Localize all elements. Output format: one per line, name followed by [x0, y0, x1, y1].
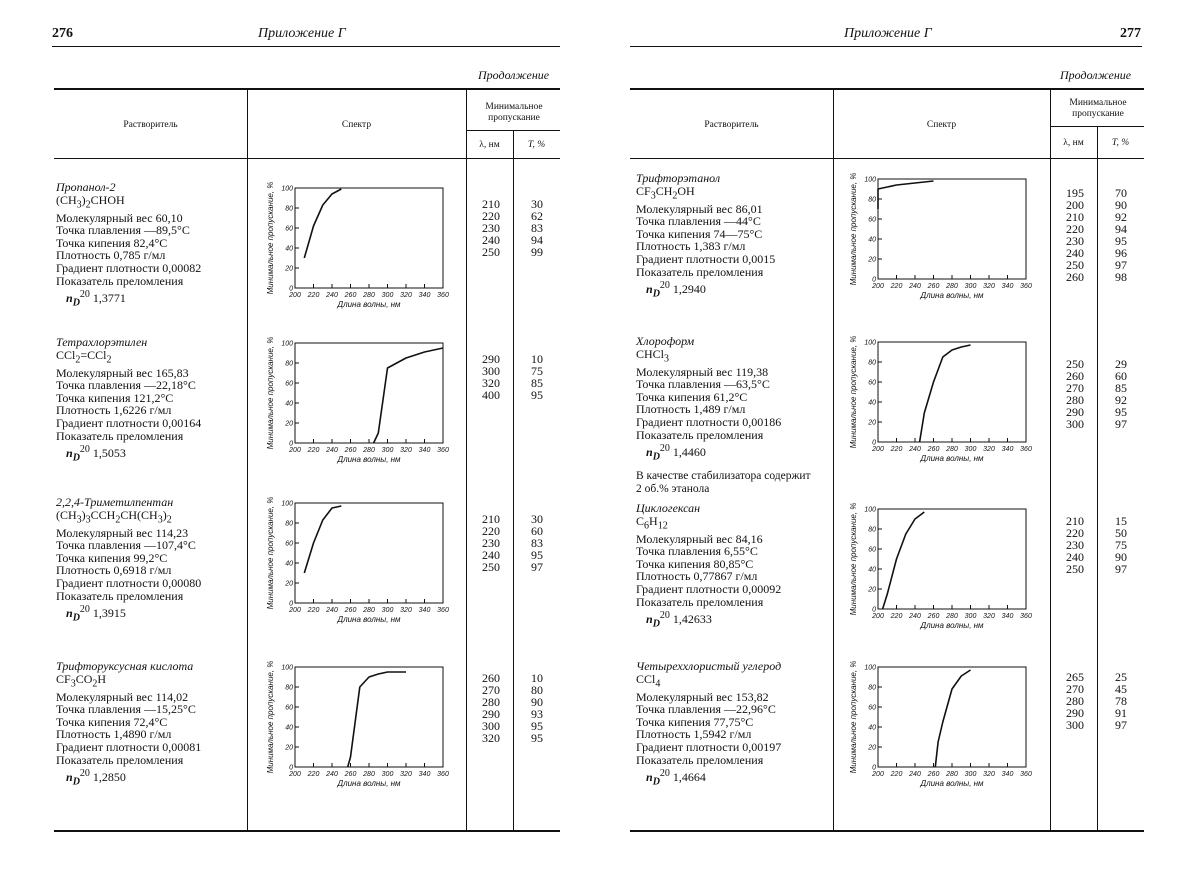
- x-tick-label: 260: [344, 607, 357, 614]
- x-tick-label: 340: [1001, 613, 1014, 620]
- x-axis-label: Длина волны, нм: [920, 621, 984, 630]
- y-tick-label: 20: [285, 580, 293, 588]
- solvent-formula: CCl$_4$: [636, 671, 661, 689]
- spectrum-chart: [848, 173, 1038, 309]
- y-tick-label: 80: [285, 360, 293, 368]
- x-axis-label: Длина волны, нм: [337, 615, 401, 624]
- x-tick-label: 340: [1001, 283, 1014, 290]
- refractive-index: $n_D^{20}$ 1,2850: [66, 768, 126, 788]
- spectrum-chart: [848, 661, 1038, 797]
- x-tick-label: 240: [909, 771, 921, 778]
- solvent-name: Тетрахлорэтилен: [56, 335, 148, 349]
- lambda-values: 210 220 230 240 250: [482, 512, 500, 574]
- x-tick-label: 220: [890, 613, 903, 620]
- x-tick-label: 280: [363, 447, 375, 454]
- header-rule: [54, 158, 560, 159]
- y-tick-label: 40: [868, 566, 876, 574]
- t-values: 30 62 83 94 99: [531, 197, 543, 259]
- y-tick-label: 80: [285, 520, 293, 528]
- column-divider: [247, 90, 248, 830]
- solvent-formula: $(CH_3)_2CHOH$: [56, 192, 125, 210]
- x-tick-label: 220: [307, 447, 320, 454]
- boiling-point: Точка кипения 121,2°C: [56, 390, 174, 405]
- solvent-formula: CHCl$_3$: [636, 346, 670, 364]
- y-tick-label: 100: [864, 176, 876, 184]
- y-tick-label: 60: [285, 225, 293, 233]
- transmission-curve: [878, 181, 934, 209]
- x-tick-label: 300: [381, 292, 394, 299]
- y-axis-label: Минимальное пропускание, %: [849, 660, 858, 774]
- x-tick-label: 200: [289, 607, 301, 614]
- stabilizer-note: В качестве стабилизатора содержит 2 об.% этанола: [636, 470, 811, 496]
- y-tick-label: 20: [868, 586, 876, 594]
- y-tick-label: 0: [289, 440, 293, 448]
- refractive-index: $n_D^{20}$ 1,4460: [646, 443, 706, 463]
- y-tick-label: 80: [868, 359, 876, 367]
- x-axis-label: Длина волны, нм: [337, 300, 401, 309]
- x-tick-label: 280: [363, 607, 375, 614]
- spectrum-chart: [265, 337, 455, 473]
- plot-frame: [878, 179, 1026, 279]
- spectrum-chart: [848, 336, 1038, 472]
- y-tick-label: 40: [868, 399, 876, 407]
- x-tick-label: 300: [964, 446, 977, 453]
- lambda-values: 260 270 280 290 300 320: [482, 671, 500, 745]
- solvent-entry: [636, 335, 812, 496]
- header-min-transmission: Минимальное пропускание: [1069, 98, 1127, 119]
- header-t: T, %: [1111, 138, 1130, 148]
- x-axis-label: Длина волны, нм: [920, 291, 984, 300]
- refractive-index: $n_D^{20}$ 1,3915: [66, 604, 126, 624]
- y-tick-label: 100: [864, 506, 876, 514]
- x-tick-label: 260: [927, 283, 940, 290]
- header-t: T, %: [527, 140, 546, 150]
- x-tick-label: 360: [1020, 283, 1032, 290]
- spectrum-chart: [265, 182, 455, 318]
- transmission-curve: [348, 672, 406, 767]
- x-axis-label: Длина волны, нм: [337, 779, 401, 788]
- refractive-index: $n_D^{20}$ 1,42633: [646, 610, 712, 630]
- melting-point: Точка плавления —15,25°C: [56, 702, 196, 717]
- x-tick-label: 340: [418, 771, 431, 778]
- y-tick-label: 80: [868, 684, 876, 692]
- density-gradient: Градиент плотности 0,0015: [636, 251, 776, 266]
- molecular-weight: Молекулярный вес 86,01: [636, 201, 763, 216]
- y-tick-label: 60: [868, 216, 876, 224]
- y-tick-label: 0: [872, 606, 876, 614]
- x-tick-label: 220: [307, 771, 320, 778]
- continuation-label: Продолжение: [478, 68, 550, 82]
- y-tick-label: 60: [285, 540, 293, 548]
- column-divider: [466, 90, 467, 830]
- x-tick-label: 360: [437, 292, 449, 299]
- boiling-point: Точка кипения 61,2°C: [636, 389, 748, 404]
- x-tick-label: 260: [927, 613, 940, 620]
- y-tick-label: 0: [289, 285, 293, 293]
- x-tick-label: 260: [344, 771, 357, 778]
- t-values: 15 50 75 90 97: [1115, 514, 1127, 576]
- y-tick-label: 100: [864, 339, 876, 347]
- solvent-name: Пропанол-2: [56, 180, 116, 194]
- plot-frame: [295, 667, 443, 767]
- header-spectrum: Спектр: [926, 120, 957, 130]
- transmission-curve: [920, 345, 971, 442]
- density: Плотность 0,785 г/мл: [56, 248, 166, 263]
- y-tick-label: 40: [285, 400, 293, 408]
- density-gradient: Градиент плотности 0,00186: [636, 414, 782, 429]
- x-tick-label: 260: [927, 446, 940, 453]
- y-tick-label: 20: [285, 265, 293, 273]
- x-tick-label: 200: [289, 292, 301, 299]
- plot-frame: [295, 188, 443, 288]
- density: Плотность 0,6918 г/мл: [56, 563, 172, 578]
- solvent-name: Трифторэтанол: [636, 171, 721, 185]
- spectrum-chart: [265, 661, 455, 797]
- y-tick-label: 60: [285, 380, 293, 388]
- lambda-values: 210 220 230 240 250: [1066, 514, 1084, 576]
- header-rule: [630, 158, 1144, 159]
- right-page: [600, 0, 1200, 892]
- boiling-point: Точка кипения 77,75°C: [636, 714, 754, 729]
- x-tick-label: 240: [326, 292, 338, 299]
- y-axis-label: Минимальное пропускание, %: [849, 502, 858, 616]
- x-tick-label: 320: [400, 292, 412, 299]
- header-min-transmission: Минимальное пропускание: [485, 102, 543, 123]
- molecular-weight: Молекулярный вес 114,23: [56, 525, 189, 540]
- lambda-values: 265 270 280 290 300: [1066, 670, 1084, 732]
- melting-point: Точка плавления —89,5°C: [56, 223, 190, 238]
- molecular-weight: Молекулярный вес 84,16: [636, 531, 763, 546]
- y-tick-label: 80: [285, 684, 293, 692]
- density: Плотность 1,383 г/мл: [636, 239, 746, 254]
- header-rule: [630, 46, 1142, 47]
- x-tick-label: 280: [946, 771, 958, 778]
- y-axis-label: Минимальное пропускание, %: [849, 335, 858, 449]
- molecular-weight: Молекулярный вес 119,38: [636, 364, 769, 379]
- refractive-index: $n_D^{20}$ 1,2940: [646, 280, 706, 300]
- x-tick-label: 200: [289, 771, 301, 778]
- spectrum-chart: [265, 497, 455, 633]
- y-tick-label: 20: [868, 256, 876, 264]
- x-tick-label: 300: [964, 283, 977, 290]
- transmission-curve: [304, 506, 341, 573]
- header-rule: [52, 46, 560, 47]
- solvent-formula: $CF_3CO_2H$: [56, 671, 107, 689]
- melting-point: Точка плавления —22,18°C: [56, 378, 196, 393]
- y-tick-label: 60: [868, 546, 876, 554]
- x-tick-label: 340: [418, 292, 431, 299]
- lambda-values: 210 220 230 240 250: [482, 197, 500, 259]
- x-tick-label: 240: [909, 613, 921, 620]
- y-tick-label: 0: [289, 600, 293, 608]
- refractive-index: $n_D^{20}$ 1,3771: [66, 289, 126, 309]
- x-tick-label: 360: [437, 447, 449, 454]
- refractive-index: $n_D^{20}$ 1,4664: [646, 768, 706, 788]
- t-values: 29 60 85 92 95 97: [1115, 357, 1127, 431]
- header-spectrum: Спектр: [341, 120, 372, 130]
- x-tick-label: 240: [909, 283, 921, 290]
- x-tick-label: 280: [946, 446, 958, 453]
- t-values: 10 80 90 93 95 95: [531, 671, 543, 745]
- x-tick-label: 260: [344, 292, 357, 299]
- melting-point: Точка плавления —107,4°C: [56, 538, 196, 553]
- lambda-values: 195 200 210 220 230 240 250 260: [1066, 186, 1084, 284]
- y-tick-label: 40: [285, 245, 293, 253]
- page-number: 277: [1120, 26, 1141, 41]
- y-tick-label: 0: [872, 439, 876, 447]
- density: Плотность 0,77867 г/мл: [636, 569, 758, 584]
- y-tick-label: 60: [285, 704, 293, 712]
- y-tick-label: 40: [868, 236, 876, 244]
- x-tick-label: 280: [946, 613, 958, 620]
- y-tick-label: 20: [285, 420, 293, 428]
- column-divider: [1050, 90, 1051, 830]
- melting-point: Точка плавления —63,5°C: [636, 377, 770, 392]
- y-tick-label: 0: [872, 276, 876, 284]
- boiling-point: Точка кипения 82,4°C: [56, 235, 168, 250]
- density-gradient: Градиент плотности 0,00081: [56, 739, 202, 754]
- y-tick-label: 60: [868, 704, 876, 712]
- solvent-formula: $CF_3CH_2OH$: [636, 183, 695, 201]
- x-tick-label: 220: [890, 446, 903, 453]
- solvent-formula: $C_6H_{12}$: [636, 513, 668, 531]
- x-tick-label: 320: [400, 607, 412, 614]
- page-number: 276: [52, 26, 73, 41]
- x-tick-label: 220: [307, 292, 320, 299]
- x-tick-label: 360: [437, 607, 449, 614]
- refractive-index-label: Показатель преломления: [636, 594, 764, 609]
- y-tick-label: 80: [868, 196, 876, 204]
- t-values: 70 90 92 94 95 96 97 98: [1115, 186, 1127, 284]
- header-solvent: Растворитель: [704, 120, 759, 130]
- refractive-index-label: Показатель преломления: [56, 588, 184, 603]
- x-tick-label: 360: [437, 771, 449, 778]
- refractive-index-label: Показатель преломления: [636, 427, 764, 442]
- density: Плотность 1,5942 г/мл: [636, 727, 752, 742]
- y-tick-label: 20: [868, 419, 876, 427]
- x-axis-label: Длина волны, нм: [920, 454, 984, 463]
- x-tick-label: 340: [1001, 771, 1014, 778]
- transmission-curve: [935, 670, 970, 767]
- y-tick-label: 20: [285, 744, 293, 752]
- refractive-index-label: Показатель преломления: [56, 428, 184, 443]
- density-gradient: Градиент плотности 0,00082: [56, 260, 202, 275]
- x-tick-label: 220: [890, 283, 903, 290]
- column-divider: [833, 90, 834, 830]
- solvent-entry: [636, 660, 781, 789]
- x-tick-label: 340: [1001, 446, 1014, 453]
- refractive-index-label: Показатель преломления: [56, 273, 184, 288]
- solvent-name: Трифторуксусная кислота: [56, 659, 194, 673]
- y-tick-label: 100: [281, 500, 293, 508]
- y-axis-label: Минимальное пропускание, %: [266, 660, 275, 774]
- density: Плотность 1,4890 г/мл: [56, 727, 172, 742]
- plot-frame: [878, 342, 1026, 442]
- x-tick-label: 240: [326, 607, 338, 614]
- y-tick-label: 80: [285, 205, 293, 213]
- y-tick-label: 20: [868, 744, 876, 752]
- refractive-index-label: Показатель преломления: [636, 264, 764, 279]
- y-axis-label: Минимальное пропускание, %: [266, 181, 275, 295]
- x-axis-label: Длина волны, нм: [337, 455, 401, 464]
- x-tick-label: 360: [1020, 446, 1032, 453]
- transmission-curve: [304, 189, 341, 258]
- y-tick-label: 100: [281, 664, 293, 672]
- y-tick-label: 60: [868, 379, 876, 387]
- density: Плотность 1,489 г/мл: [636, 402, 746, 417]
- x-tick-label: 320: [983, 283, 995, 290]
- t-values: 25 45 78 91 97: [1115, 670, 1127, 732]
- x-tick-label: 280: [946, 283, 958, 290]
- transmission-curve: [374, 348, 443, 443]
- solvent-name: Четыреххлористый углерод: [636, 659, 782, 673]
- x-tick-label: 240: [909, 446, 921, 453]
- y-tick-label: 100: [281, 340, 293, 348]
- boiling-point: Точка кипения 80,85°C: [636, 556, 754, 571]
- x-tick-label: 200: [872, 613, 884, 620]
- plot-frame: [878, 667, 1026, 767]
- boiling-point: Точка кипения 72,4°C: [56, 714, 168, 729]
- x-tick-label: 360: [1020, 613, 1032, 620]
- header-lambda: λ, нм: [479, 140, 500, 150]
- lambda-values: 250 260 270 280 290 300: [1066, 357, 1084, 431]
- x-tick-label: 320: [983, 613, 995, 620]
- y-axis-label: Минимальное пропускание, %: [266, 336, 275, 450]
- solvent-entry: [636, 502, 781, 631]
- running-title: Приложение Г: [844, 26, 932, 41]
- boiling-point: Точка кипения 74—75°C: [636, 226, 763, 241]
- t-values: 10 75 85 95: [531, 352, 543, 402]
- refractive-index: $n_D^{20}$ 1,5053: [66, 444, 126, 464]
- solvent-name: 2,2,4-Триметилпентан: [56, 495, 174, 509]
- x-tick-label: 220: [890, 771, 903, 778]
- density-gradient: Градиент плотности 0,00092: [636, 581, 782, 596]
- molecular-weight: Молекулярный вес 114,02: [56, 689, 189, 704]
- running-title: Приложение Г: [258, 26, 346, 41]
- x-tick-label: 260: [344, 447, 357, 454]
- solvent-name: Циклогексан: [636, 501, 701, 515]
- y-tick-label: 0: [289, 764, 293, 772]
- y-tick-label: 100: [864, 664, 876, 672]
- solvent-formula: $(CH_3)_3CCH_2CH(CH_3)_2$: [56, 507, 172, 525]
- x-tick-label: 260: [927, 771, 940, 778]
- molecular-weight: Молекулярный вес 165,83: [56, 365, 189, 380]
- molecular-weight: Молекулярный вес 153,82: [636, 689, 769, 704]
- x-tick-label: 300: [381, 447, 394, 454]
- y-tick-label: 0: [872, 764, 876, 772]
- y-tick-label: 40: [285, 560, 293, 568]
- x-tick-label: 200: [872, 446, 884, 453]
- y-axis-label: Минимальное пропускание, %: [266, 496, 275, 610]
- y-tick-label: 80: [868, 526, 876, 534]
- molecular-weight: Молекулярный вес 60,10: [56, 210, 183, 225]
- y-tick-label: 40: [868, 724, 876, 732]
- x-tick-label: 220: [307, 607, 320, 614]
- y-axis-label: Минимальное пропускание, %: [849, 172, 858, 286]
- y-tick-label: 40: [285, 724, 293, 732]
- x-tick-label: 280: [363, 292, 375, 299]
- x-tick-label: 340: [418, 607, 431, 614]
- continuation-label: Продолжение: [1060, 68, 1132, 82]
- solvent-entry: [636, 172, 775, 301]
- density-gradient: Градиент плотности 0,00197: [636, 739, 782, 754]
- melting-point: Точка плавления —44°C: [636, 214, 761, 229]
- x-tick-label: 320: [400, 771, 412, 778]
- x-tick-label: 320: [400, 447, 412, 454]
- x-tick-label: 320: [983, 771, 995, 778]
- solvent-entry: [56, 181, 201, 310]
- spectrum-chart: [848, 503, 1038, 639]
- transmission-curve: [883, 512, 925, 609]
- plot-frame: [295, 343, 443, 443]
- melting-point: Точка плавления 6,55°C: [636, 544, 758, 559]
- plot-frame: [878, 509, 1026, 609]
- lambda-values: 290 300 320 400: [482, 352, 500, 402]
- solvent-entry: [56, 336, 201, 465]
- header-solvent: Растворитель: [123, 120, 178, 130]
- solvent-entry: [56, 496, 201, 625]
- solvent-name: Хлороформ: [636, 334, 695, 348]
- refractive-index-label: Показатель преломления: [56, 752, 184, 767]
- x-tick-label: 200: [289, 447, 301, 454]
- t-values: 30 60 83 95 97: [531, 512, 543, 574]
- x-tick-label: 300: [964, 771, 977, 778]
- x-tick-label: 300: [381, 771, 394, 778]
- x-tick-label: 200: [872, 283, 884, 290]
- x-tick-label: 200: [872, 771, 884, 778]
- x-tick-label: 300: [964, 613, 977, 620]
- boiling-point: Точка кипения 99,2°C: [56, 550, 168, 565]
- x-tick-label: 240: [326, 447, 338, 454]
- melting-point: Точка плавления —22,96°C: [636, 702, 776, 717]
- x-axis-label: Длина волны, нм: [920, 779, 984, 788]
- x-tick-label: 360: [1020, 771, 1032, 778]
- x-tick-label: 240: [326, 771, 338, 778]
- header-lambda: λ, нм: [1063, 138, 1084, 148]
- x-tick-label: 300: [381, 607, 394, 614]
- y-tick-label: 100: [281, 185, 293, 193]
- x-tick-label: 280: [363, 771, 375, 778]
- density: Плотность 1,6226 г/мл: [56, 403, 172, 418]
- plot-frame: [295, 503, 443, 603]
- refractive-index-label: Показатель преломления: [636, 752, 764, 767]
- solvent-entry: [56, 660, 201, 789]
- density-gradient: Градиент плотности 0,00080: [56, 575, 202, 590]
- density-gradient: Градиент плотности 0,00164: [56, 415, 202, 430]
- solvent-formula: CCl$_2$=CCl$_2$: [56, 347, 112, 365]
- x-tick-label: 320: [983, 446, 995, 453]
- x-tick-label: 340: [418, 447, 431, 454]
